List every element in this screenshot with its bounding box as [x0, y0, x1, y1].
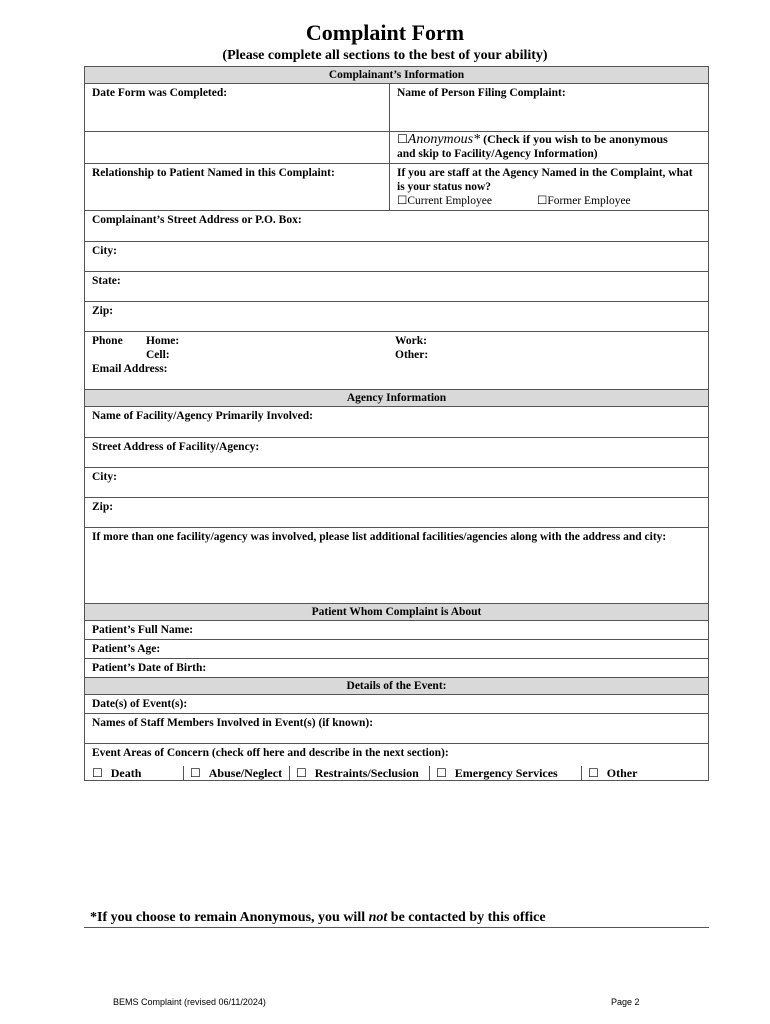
additional-facilities-field[interactable] — [85, 528, 709, 604]
footer-revision: BEMS Complaint (revised 06/11/2024) — [113, 997, 266, 1007]
staff-involved-field[interactable] — [85, 714, 709, 744]
abuse-neglect-label: Abuse/Neglect — [208, 766, 283, 780]
death-option[interactable] — [92, 766, 183, 780]
patient-header: Patient Whom Complaint is About — [85, 604, 709, 621]
form-title: Complaint Form — [305, 20, 465, 45]
phone-label: Phone — [92, 335, 123, 347]
former-employee-checkbox-icon[interactable] — [537, 195, 547, 207]
cell-phone-label: Cell: — [146, 349, 170, 361]
date-completed-field[interactable] — [85, 84, 390, 132]
other-label: Other — [606, 766, 638, 780]
person-filing-label: Name of Person Filing Complaint: — [397, 87, 566, 99]
home-phone-label: Home: — [146, 335, 180, 347]
facility-city-field[interactable] — [85, 468, 709, 498]
event-dates-label: Date(s) of Event(s): — [92, 698, 188, 710]
date-completed-label: Date Form was Completed: — [92, 87, 228, 99]
street-address-field[interactable] — [85, 211, 709, 242]
complaint-form-table — [84, 66, 709, 781]
restraints-seclusion-checkbox-icon[interactable] — [296, 766, 315, 780]
death-label: Death — [110, 766, 142, 780]
agency-info-header: Agency Information — [85, 390, 709, 407]
form-subtitle: (Please complete all sections to the best of your ability) — [222, 48, 548, 63]
patient-name-label: Patient’s Full Name: — [92, 624, 194, 636]
event-areas-label: Event Areas of Concern (check off here and describe in the next section): — [92, 747, 449, 759]
patient-dob-label: Patient’s Date of Birth: — [92, 662, 207, 674]
patient-name-field[interactable] — [85, 621, 709, 640]
facility-name-field[interactable] — [85, 407, 709, 438]
page-number: Page 2 — [611, 997, 640, 1007]
other-phone-label: Other: — [395, 349, 429, 361]
facility-city-label: City: — [92, 471, 117, 483]
emergency-services-checkbox-icon[interactable] — [436, 766, 455, 780]
person-filing-field[interactable] — [390, 84, 709, 132]
anonymous-footnote: *If you choose to remain Anonymous, you will not be contacted by this office — [90, 910, 546, 925]
death-checkbox-icon[interactable] — [92, 766, 111, 780]
city-label: City: — [92, 245, 117, 257]
staff-involved-label: Names of Staff Members Involved in Event(s) (if known): — [92, 717, 374, 729]
email-label: Email Address: — [92, 363, 168, 375]
event-dates-field[interactable] — [85, 695, 709, 714]
facility-name-label: Name of Facility/Agency Primarily Involved: — [92, 410, 314, 422]
emergency-services-label: Emergency Services — [454, 766, 558, 780]
zip-label: Zip: — [92, 305, 114, 317]
anonymous-note-1: (Check if you wish to be anonymous — [480, 132, 668, 146]
additional-facilities-label: If more than one facility/agency was involved, please list additional facilities/agencies along with the address and city: — [92, 531, 667, 543]
restraints-seclusion-label: Restraints/Seclusion — [314, 766, 419, 780]
city-field[interactable] — [85, 242, 709, 272]
work-phone-label: Work: — [395, 335, 427, 347]
facility-zip-label: Zip: — [92, 501, 114, 513]
complainant-info-header: Complainant’s Information — [85, 67, 709, 84]
current-employee-checkbox-icon[interactable] — [397, 195, 407, 207]
anonymous-option[interactable] — [390, 132, 709, 164]
anonymous-note-2: and skip to Facility/Agency Information) — [397, 148, 598, 160]
other-checkbox-icon[interactable] — [588, 766, 607, 780]
anonymous-checkbox-icon[interactable] — [397, 132, 408, 146]
current-employee-label: Current Employee — [407, 195, 492, 207]
abuse-neglect-option[interactable] — [183, 766, 289, 780]
facility-street-label: Street Address of Facility/Agency: — [92, 441, 260, 453]
zip-field[interactable] — [85, 302, 709, 332]
facility-zip-field[interactable] — [85, 498, 709, 528]
state-label: State: — [92, 275, 121, 287]
patient-age-field[interactable] — [85, 640, 709, 659]
event-areas-field — [85, 744, 709, 781]
patient-age-label: Patient’s Age: — [92, 643, 161, 655]
phone-email-field[interactable] — [85, 332, 709, 390]
abuse-neglect-checkbox-icon[interactable] — [190, 766, 209, 780]
facility-street-field[interactable] — [85, 438, 709, 468]
event-details-header: Details of the Event: — [85, 678, 709, 695]
other-option[interactable] — [581, 766, 653, 780]
footnote-divider — [84, 927, 709, 928]
staff-status-field — [390, 164, 709, 211]
relationship-label: Relationship to Patient Named in this Complaint: — [92, 167, 335, 179]
state-field[interactable] — [85, 272, 709, 302]
former-employee-label: Former Employee — [547, 195, 631, 207]
relationship-field[interactable] — [85, 164, 390, 211]
emergency-services-option[interactable] — [429, 766, 581, 780]
patient-dob-field[interactable] — [85, 659, 709, 678]
restraints-seclusion-option[interactable] — [289, 766, 429, 780]
staff-question: If you are staff at the Agency Named in the Complaint, what is your status now? — [397, 167, 693, 193]
street-address-label: Complainant’s Street Address or P.O. Box: — [92, 214, 302, 226]
anonymous-label: Anonymous* — [407, 132, 481, 147]
